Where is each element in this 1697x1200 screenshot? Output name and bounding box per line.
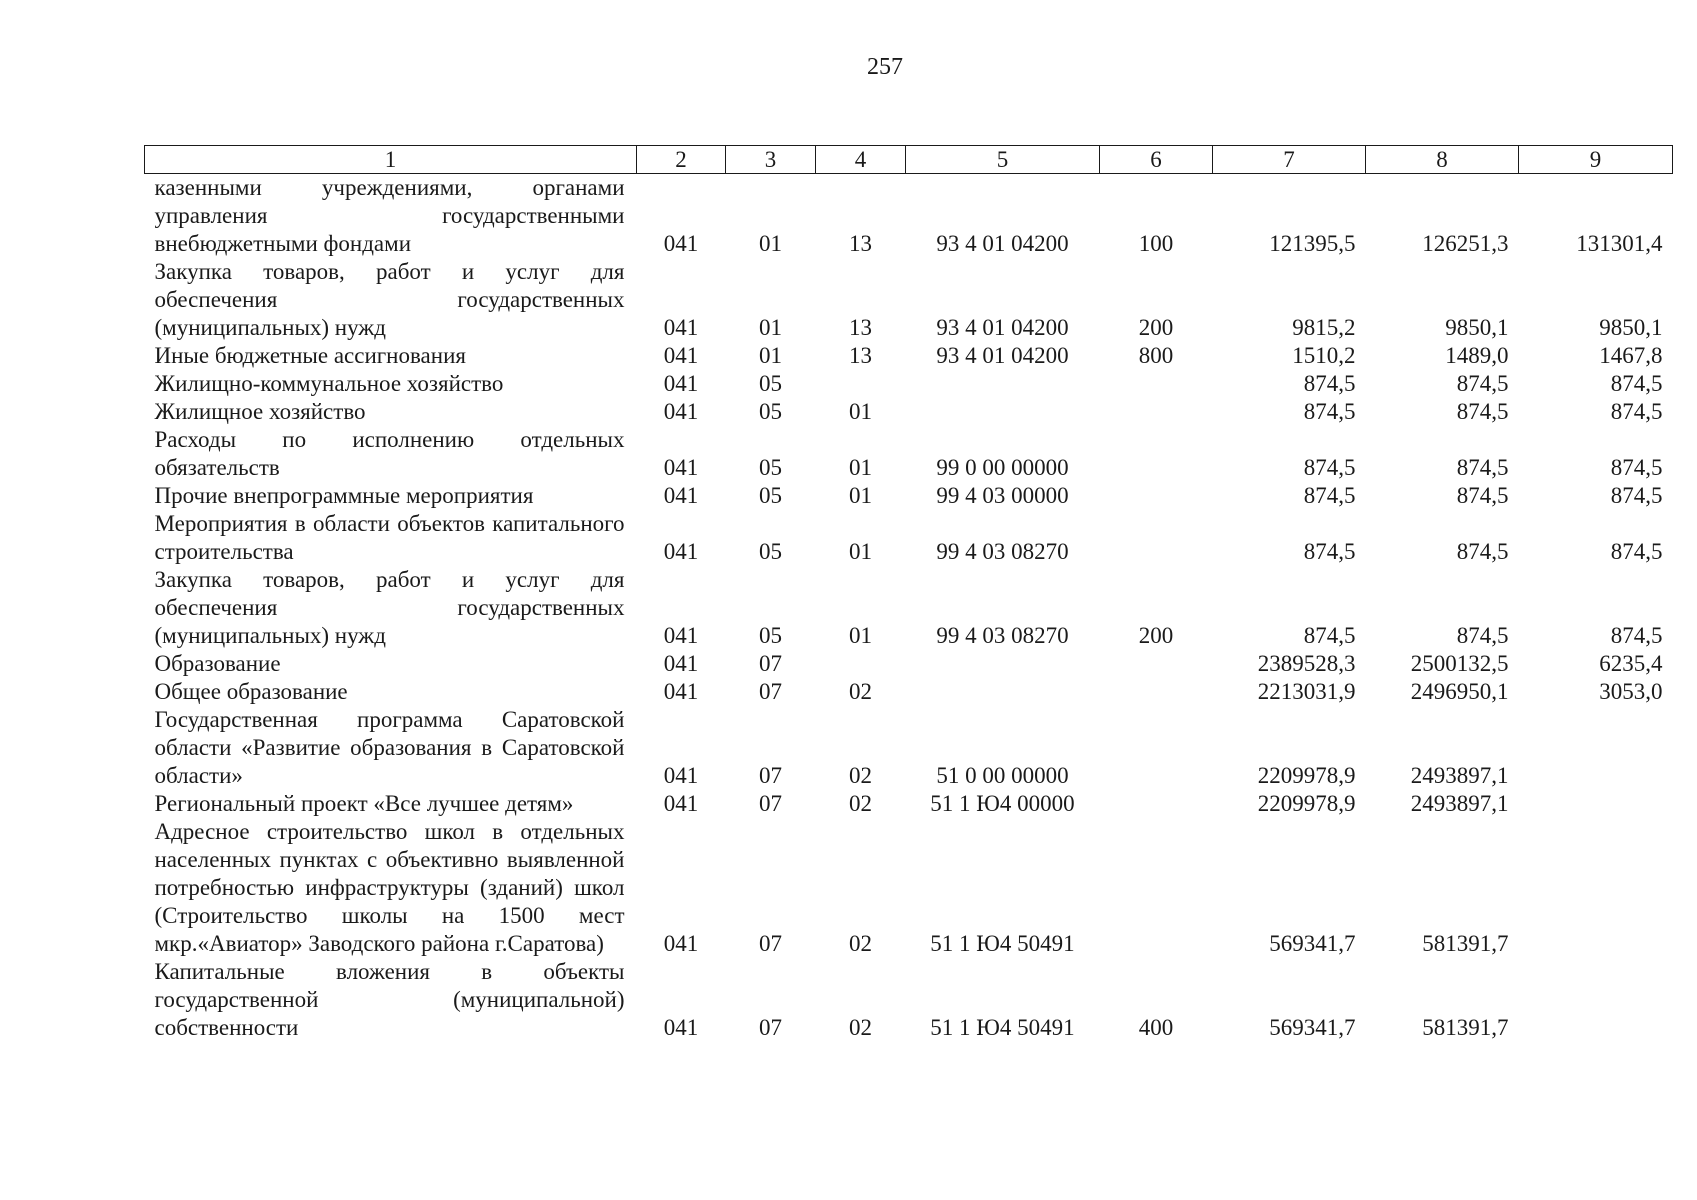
target-article-code [906, 398, 1100, 426]
subsection-code: 13 [849, 343, 872, 368]
expense-type-code [1100, 398, 1213, 426]
amount-col-9: 6235,4 [1599, 651, 1663, 676]
header-cell-6: 6 [1100, 146, 1213, 174]
header-cell-1: 1 [145, 146, 637, 174]
expense-type-code: 100 [1138, 231, 1174, 256]
section-code: 01 [759, 315, 782, 340]
target-article-code: 99 0 00 00000 [936, 455, 1069, 480]
target-article-code: 93 4 01 04200 [936, 315, 1069, 340]
target-article-code: 99 4 03 08270 [936, 539, 1069, 564]
subsection-code: 02 [849, 931, 872, 956]
amount-col-7: 874,5 [1303, 539, 1356, 564]
header-cell-7: 7 [1213, 146, 1366, 174]
amount-col-9: 874,5 [1610, 539, 1663, 564]
amount-col-7: 569341,7 [1269, 1015, 1356, 1040]
table-row [145, 258, 1673, 342]
section-code: 07 [759, 679, 782, 704]
amount-col-8: 2500132,5 [1410, 651, 1509, 676]
table-row [145, 958, 1673, 1042]
ministry-code: 041 [663, 371, 699, 396]
amount-col-8: 874,5 [1456, 399, 1509, 424]
amount-col-7: 874,5 [1303, 623, 1356, 648]
target-article-code: 51 0 00 00000 [936, 763, 1069, 788]
ministry-code: 041 [663, 399, 699, 424]
target-article-code: 51 1 Ю4 00000 [930, 791, 1075, 816]
expense-type-code [1100, 706, 1213, 790]
amount-col-9: 874,5 [1610, 399, 1663, 424]
table-row [145, 342, 1673, 370]
page-number: 257 [867, 54, 903, 80]
amount-col-8: 2493897,1 [1410, 763, 1509, 788]
header-cell-3: 3 [726, 146, 816, 174]
subsection-code: 02 [849, 791, 872, 816]
subsection-code: 01 [849, 399, 872, 424]
table-row [145, 818, 1673, 958]
section-code: 07 [759, 1015, 782, 1040]
table-row [145, 370, 1673, 398]
target-article-code: 51 1 Ю4 50491 [930, 1015, 1075, 1040]
row-description: Образование [154, 651, 281, 676]
subsection-code: 01 [849, 483, 872, 508]
subsection-code [816, 650, 906, 678]
expense-type-code [1100, 790, 1213, 818]
budget-table [144, 145, 1673, 1042]
target-article-code: 99 4 03 00000 [936, 483, 1069, 508]
amount-col-7: 2389528,3 [1257, 651, 1356, 676]
section-code: 07 [759, 791, 782, 816]
ministry-code: 041 [663, 763, 699, 788]
row-description: Капитальные вложения в объекты государственной (муниципальной) собственности [154, 959, 625, 1040]
row-description: Иные бюджетные ассигнования [154, 343, 466, 368]
subsection-code [816, 370, 906, 398]
table-row [145, 398, 1673, 426]
amount-col-9 [1519, 706, 1673, 790]
amount-col-9: 3053,0 [1599, 679, 1663, 704]
amount-col-8: 2496950,1 [1410, 679, 1509, 704]
table-body [145, 174, 1673, 1043]
target-article-code [906, 650, 1100, 678]
subsection-code: 02 [849, 679, 872, 704]
ministry-code: 041 [663, 1015, 699, 1040]
table-header [145, 146, 1673, 174]
amount-col-7: 2209978,9 [1257, 763, 1356, 788]
expense-type-code [1100, 818, 1213, 958]
row-description: Жилищное хозяйство [154, 399, 366, 424]
amount-col-8: 2493897,1 [1410, 791, 1509, 816]
row-description: Региональный проект «Все лучшее детям» [154, 791, 574, 816]
amount-col-9: 874,5 [1610, 455, 1663, 480]
amount-col-7: 9815,2 [1292, 315, 1356, 340]
amount-col-7: 2209978,9 [1257, 791, 1356, 816]
amount-col-9: 874,5 [1610, 371, 1663, 396]
amount-col-8: 874,5 [1456, 371, 1509, 396]
section-code: 01 [759, 343, 782, 368]
expense-type-code: 800 [1138, 343, 1174, 368]
row-description: казенными учреждениями, органами управления государственными внебюджетными фондами [154, 175, 625, 256]
target-article-code: 93 4 01 04200 [936, 343, 1069, 368]
row-description: Общее образование [154, 679, 348, 704]
section-code: 05 [759, 483, 782, 508]
subsection-code: 13 [849, 315, 872, 340]
amount-col-7: 121395,5 [1269, 231, 1356, 256]
amount-col-7: 874,5 [1303, 455, 1356, 480]
amount-col-8: 874,5 [1456, 455, 1509, 480]
header-cell-5: 5 [906, 146, 1100, 174]
expense-type-code [1100, 650, 1213, 678]
table-row [145, 174, 1673, 259]
row-description: Мероприятия в области объектов капитального строительства [154, 511, 625, 564]
ministry-code: 041 [663, 231, 699, 256]
section-code: 05 [759, 399, 782, 424]
amount-col-8: 874,5 [1456, 623, 1509, 648]
amount-col-8: 874,5 [1456, 483, 1509, 508]
amount-col-8: 1489,0 [1445, 343, 1509, 368]
expense-type-code: 200 [1138, 623, 1174, 648]
table-row [145, 790, 1673, 818]
section-code: 05 [759, 371, 782, 396]
subsection-code: 01 [849, 623, 872, 648]
amount-col-7: 874,5 [1303, 399, 1356, 424]
amount-col-7: 2213031,9 [1257, 679, 1356, 704]
section-code: 07 [759, 651, 782, 676]
ministry-code: 041 [663, 791, 699, 816]
table-row [145, 706, 1673, 790]
ministry-code: 041 [663, 931, 699, 956]
target-article-code [906, 678, 1100, 706]
table-row [145, 510, 1673, 566]
row-description: Государственная программа Саратовской области «Развитие образования в Саратовской области» [154, 707, 625, 788]
expense-type-code [1100, 678, 1213, 706]
ministry-code: 041 [663, 623, 699, 648]
expense-type-code: 200 [1138, 315, 1174, 340]
amount-col-9 [1519, 818, 1673, 958]
table-row [145, 426, 1673, 482]
header-cell-9: 9 [1519, 146, 1673, 174]
subsection-code: 02 [849, 763, 872, 788]
section-code: 05 [759, 539, 782, 564]
amount-col-7: 1510,2 [1292, 343, 1356, 368]
row-description: Расходы по исполнению отдельных обязательств [154, 427, 625, 480]
amount-col-8: 9850,1 [1445, 315, 1509, 340]
amount-col-9: 131301,4 [1576, 231, 1663, 256]
amount-col-9: 874,5 [1610, 623, 1663, 648]
section-code: 07 [759, 931, 782, 956]
row-description: Закупка товаров, работ и услуг для обеспечения государственных (муниципальных) нужд [154, 567, 625, 648]
subsection-code: 01 [849, 539, 872, 564]
amount-col-7: 874,5 [1303, 371, 1356, 396]
ministry-code: 041 [663, 343, 699, 368]
header-cell-8: 8 [1366, 146, 1519, 174]
target-article-code: 51 1 Ю4 50491 [930, 931, 1075, 956]
header-row [145, 146, 1673, 174]
amount-col-9 [1519, 790, 1673, 818]
target-article-code: 99 4 03 08270 [936, 623, 1069, 648]
header-cell-4: 4 [816, 146, 906, 174]
ministry-code: 041 [663, 539, 699, 564]
subsection-code: 13 [849, 231, 872, 256]
section-code: 05 [759, 455, 782, 480]
table-row [145, 566, 1673, 650]
expense-type-code [1100, 370, 1213, 398]
ministry-code: 041 [663, 483, 699, 508]
expense-type-code [1100, 426, 1213, 482]
amount-col-9: 874,5 [1610, 483, 1663, 508]
subsection-code: 01 [849, 455, 872, 480]
subsection-code: 02 [849, 1015, 872, 1040]
expense-type-code: 400 [1138, 1015, 1174, 1040]
ministry-code: 041 [663, 679, 699, 704]
amount-col-7: 874,5 [1303, 483, 1356, 508]
ministry-code: 041 [663, 455, 699, 480]
row-description: Жилищно-коммунальное хозяйство [154, 371, 504, 396]
ministry-code: 041 [663, 315, 699, 340]
section-code: 07 [759, 763, 782, 788]
expense-type-code [1100, 510, 1213, 566]
amount-col-9 [1519, 958, 1673, 1042]
table-row [145, 678, 1673, 706]
amount-col-8: 581391,7 [1422, 1015, 1509, 1040]
amount-col-8: 126251,3 [1422, 231, 1509, 256]
expense-type-code [1100, 482, 1213, 510]
target-article-code [906, 370, 1100, 398]
header-cell-2: 2 [637, 146, 726, 174]
table-row [145, 650, 1673, 678]
ministry-code: 041 [663, 651, 699, 676]
row-description: Прочие внепрограммные мероприятия [154, 483, 534, 508]
amount-col-9: 9850,1 [1599, 315, 1663, 340]
section-code: 05 [759, 623, 782, 648]
row-description: Адресное строительство школ в отдельных населенных пунктах с объективно выявленной потребностью инфраструктуры (зданий) школ (Строительство школы на 1500 мест мкр.«Авиатор» Заводского района г.Саратова) [154, 819, 625, 956]
amount-col-7: 569341,7 [1269, 931, 1356, 956]
row-description: Закупка товаров, работ и услуг для обеспечения государственных (муниципальных) нужд [154, 259, 625, 340]
amount-col-9: 1467,8 [1599, 343, 1663, 368]
amount-col-8: 581391,7 [1422, 931, 1509, 956]
section-code: 01 [759, 231, 782, 256]
amount-col-8: 874,5 [1456, 539, 1509, 564]
target-article-code: 93 4 01 04200 [936, 231, 1069, 256]
table-row [145, 482, 1673, 510]
